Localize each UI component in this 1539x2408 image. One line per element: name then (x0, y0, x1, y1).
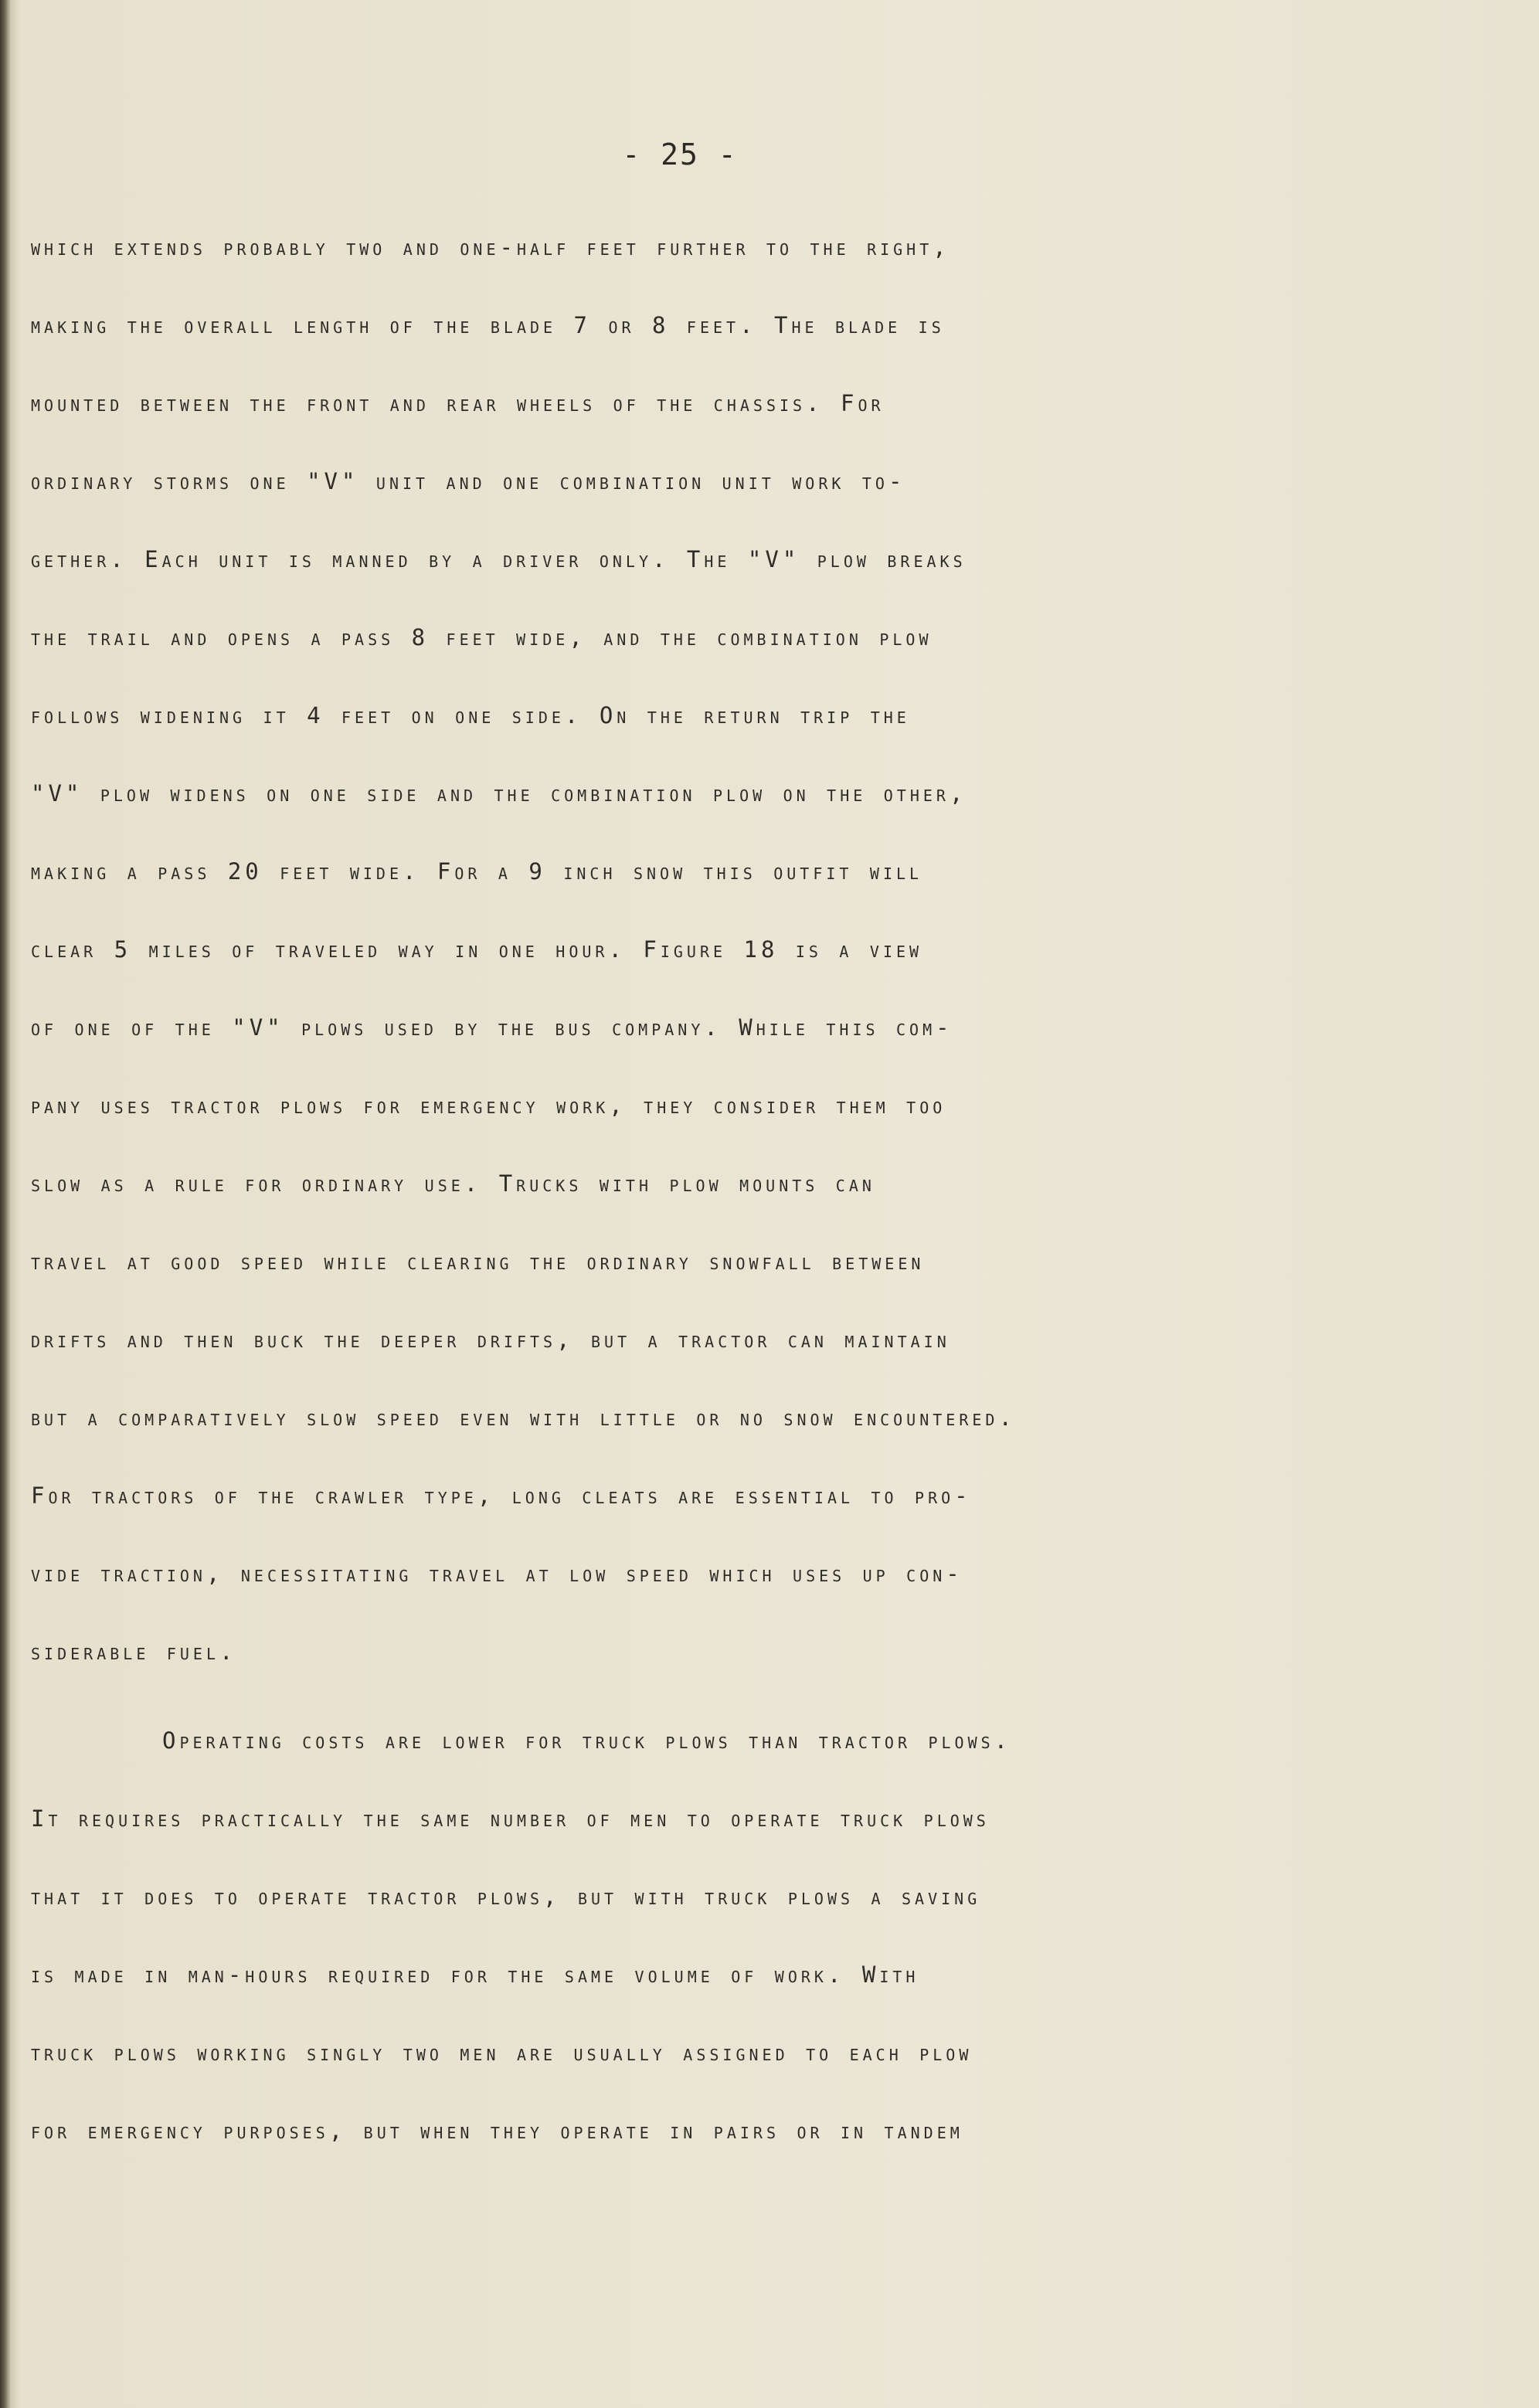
paragraph-2 (31, 1702, 1422, 2170)
text-line: It requires practically the same number of men to operate truck plows (31, 1805, 990, 1832)
page-number: - 25 - (622, 138, 738, 172)
text-line: travel at good speed while clearing the ordinary snowfall between (31, 1248, 925, 1275)
paragraph-1 (31, 209, 1422, 1691)
text-line: drifts and then buck the deeper drifts, but a tractor can maintain (31, 1326, 950, 1353)
text-line: of one of the "V" plows used by the bus company. While this com- (31, 1014, 953, 1041)
text-line: pany uses tractor plows for emergency work, they consider them too (31, 1092, 946, 1119)
text-line: slow as a rule for ordinary use. Trucks with plow mounts can (31, 1170, 875, 1197)
text-line: Operating costs are lower for truck plows than tractor plows. (162, 1727, 1012, 1754)
text-line: truck plows working singly two men are usually assigned to each plow (31, 2039, 973, 2066)
text-line: gether. Each unit is manned by a driver only. The "V" plow breaks (31, 546, 967, 572)
text-line: ordinary storms one "V" unit and one combination unit work to- (31, 468, 906, 494)
text-line: clear 5 miles of traveled way in one hour. Figure 18 is a view (31, 936, 923, 963)
text-line: making the overall length of the blade 7 or 8 feet. The blade is (31, 312, 945, 338)
text-line: "V" plow widens on one side and the combination plow on the other, (31, 780, 967, 807)
text-line: for emergency purposes, but when they operate in pairs or in tandem (31, 2118, 963, 2144)
text-line: vide traction, necessitating travel at low speed which uses up con- (31, 1561, 963, 1587)
text-line: making a pass 20 feet wide. For a 9 inch snow this outfit will (31, 858, 923, 885)
text-line: follows widening it 4 feet on one side. On the return trip the (31, 702, 910, 729)
body-text (31, 209, 1422, 2170)
text-line: that it does to operate tractor plows, but with truck plows a saving (31, 1883, 981, 1910)
text-line: the trail and opens a pass 8 feet wide, and the combination plow (31, 624, 933, 650)
text-line: is made in man-hours required for the same volume of work. With (31, 1961, 919, 1988)
text-line: which extends probably two and one-half feet further to the right, (31, 234, 950, 260)
text-line: but a comparatively slow speed even with little or no snow encountered. (31, 1404, 1016, 1431)
text-line: siderable fuel. (31, 1639, 237, 1665)
text-line: mounted between the front and rear wheels of the chassis. For (31, 390, 885, 416)
text-line: For tractors of the crawler type, long cleats are essential to pro- (31, 1482, 972, 1509)
